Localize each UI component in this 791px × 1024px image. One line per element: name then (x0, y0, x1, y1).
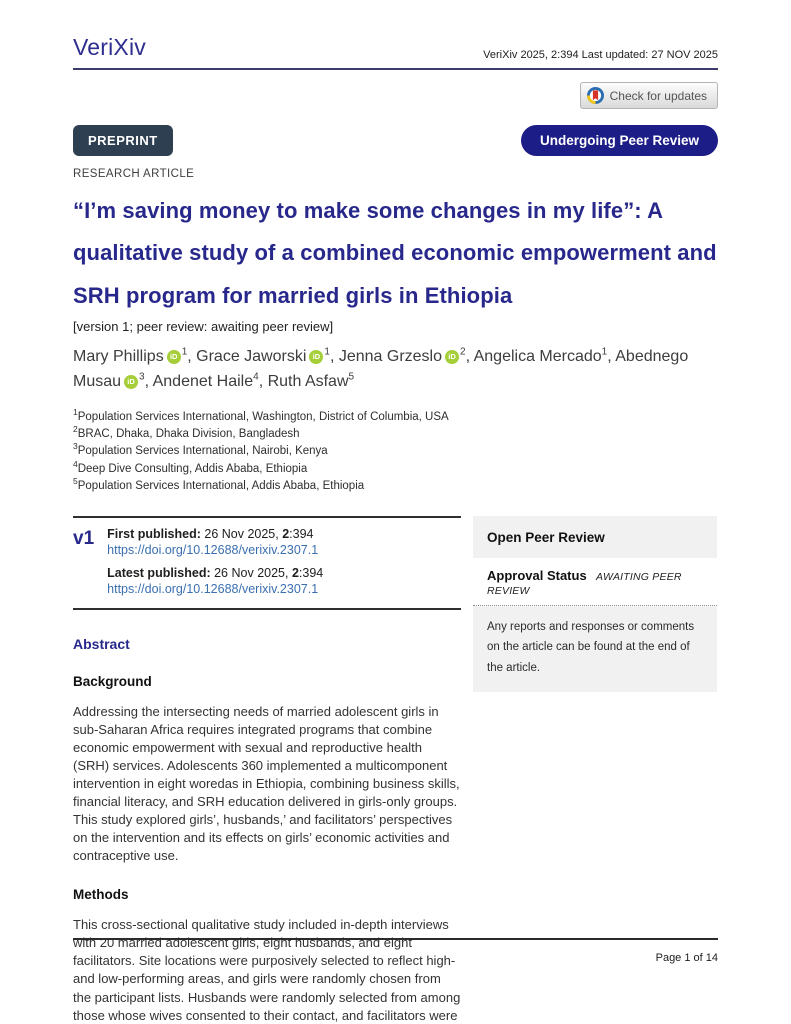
footer-divider (73, 938, 718, 940)
author: Ruth Asfaw$^5$ (267, 371, 355, 390)
version-label: v1 (73, 527, 95, 549)
latest-published-volume: 2 (291, 565, 299, 580)
latest-published-label: Latest published: (107, 565, 211, 580)
author-affiliation-sup: 1 (324, 346, 330, 358)
author-affiliation-sup: 4 (253, 371, 259, 383)
author: Grace Jaworski iD $^1$, (196, 346, 339, 365)
version-note: [version 1; peer review: awaiting peer review] (73, 319, 334, 335)
crossmark-icon (587, 87, 604, 104)
abstract-heading: Abstract (73, 635, 130, 652)
affiliation: $^1$Population Services International, Washington, District of Columbia, USA (73, 406, 449, 423)
approval-status-label: Approval Status (487, 567, 587, 583)
author-affiliation-sup: 5 (348, 371, 355, 383)
author-affiliation-sup: 3 (139, 371, 145, 383)
abstract-section-paragraph: This cross-sectional qualitative study included in-depth interviews with 20 married adolescent girls, eight husbands, and eight facilitators. Site locations were purposively selected to reflect high- and low-performing areas, and girls were randomly chosen from the participant lists. Husbands were randomly selected from among those whose wives consented to their contact, and facilitators were (73, 917, 461, 1023)
doi-link[interactable]: https://doi.org/10.12688/verixiv.2307.1 (107, 542, 319, 557)
author-affiliation-sup: 2 (460, 346, 466, 358)
peer-review-status-pill[interactable]: Undergoing Peer Review (521, 125, 718, 156)
latest-published-line (107, 566, 323, 580)
latest-published-pages: :394 (298, 565, 324, 580)
abstract-section-heading: Background (73, 673, 152, 689)
orcid-icon[interactable]: iD (445, 350, 459, 364)
first-published-entry (107, 527, 323, 557)
check-for-updates-label: Check for updates (609, 88, 707, 103)
affiliation-list (73, 407, 718, 494)
author: Mary Phillips iD $^1$, (73, 346, 197, 365)
check-for-updates-button[interactable] (580, 82, 718, 109)
article-type-label: RESEARCH ARTICLE (73, 168, 195, 180)
author: Jenna Grzeslo iD $^2$, (338, 346, 474, 365)
open-peer-review-box (473, 516, 717, 692)
doi-link[interactable]: https://doi.org/10.12688/verixiv.2307.1 (107, 581, 319, 596)
affiliation: $^2$BRAC, Dhaka, Dhaka Division, Bangladesh (73, 424, 300, 440)
author-affiliation-sup: 1 (601, 346, 608, 358)
version-entries (107, 527, 323, 596)
header-citation-meta: VeriXiv 2025, 2:394 Last updated: 27 NOV 2025 (483, 49, 718, 61)
latest-published-date: 26 Nov 2025, (214, 565, 292, 580)
header (73, 34, 718, 70)
orcid-icon[interactable]: iD (124, 375, 138, 389)
peer-review-note: Any reports and responses or comments on the article can be found at the end of the article. (473, 606, 717, 692)
approval-status-value: AWAITING PEER REVIEW (487, 570, 682, 597)
affiliation: $^3$Population Services International, Nairobi, Kenya (73, 441, 328, 458)
first-published-volume: 2 (282, 526, 290, 541)
author: Abednego Musau iD $^3$, (73, 347, 689, 390)
preprint-badge: PREPRINT (73, 125, 173, 156)
article-title: “I’m saving money to make some changes in my life”: A qualitative study of a combined economic empowerment and SRH program for married girls in Ethiopia (73, 198, 717, 308)
author-affiliation-sup: 1 (181, 346, 188, 358)
affiliation: $^4$Deep Dive Consulting, Addis Ababa, Ethiopia (73, 458, 308, 475)
first-published-line (107, 527, 323, 541)
abstract-section-paragraph: Addressing the intersecting needs of married adolescent girls in sub-Saharan Africa requires integrated programs that combine economic empowerment with sexual and reproductive health (SRH) services. Adolescents 360 implemented a multicomponent intervention in eight woredas in Ethiopia, combining business skills, financial literacy, and SRH education delivered in girls-only groups. This study explored girls’, husbands,’ and facilitators’ perspectives on the intervention and its effects on girls’ economic activities and contraceptive use. (73, 703, 460, 864)
abstract-section-heading: Methods (73, 887, 129, 903)
author: Andenet Haile$^4$, (152, 371, 268, 390)
footer (73, 938, 718, 964)
verixiv-logo[interactable]: VeriXiv (73, 34, 146, 60)
updates-row (73, 82, 718, 109)
open-peer-review-title: Open Peer Review (473, 516, 717, 558)
affiliation: $^5$Population Services International, Addis Ababa, Ethiopia (73, 476, 365, 493)
version-box (73, 516, 461, 610)
abstract-sections (73, 674, 461, 1024)
author-list (73, 344, 693, 394)
first-published-label: First published: (107, 526, 201, 541)
first-published-date: 26 Nov 2025, (204, 526, 283, 541)
first-published-pages: :394 (289, 526, 314, 541)
page-number: Page 1 of 14 (655, 952, 718, 964)
approval-status-strip (473, 558, 717, 606)
orcid-icon[interactable]: iD (309, 350, 323, 364)
author: Angelica Mercado$^1$, (473, 346, 616, 365)
orcid-icon[interactable]: iD (167, 350, 181, 364)
latest-published-entry (107, 566, 323, 596)
badges-row (73, 125, 718, 156)
